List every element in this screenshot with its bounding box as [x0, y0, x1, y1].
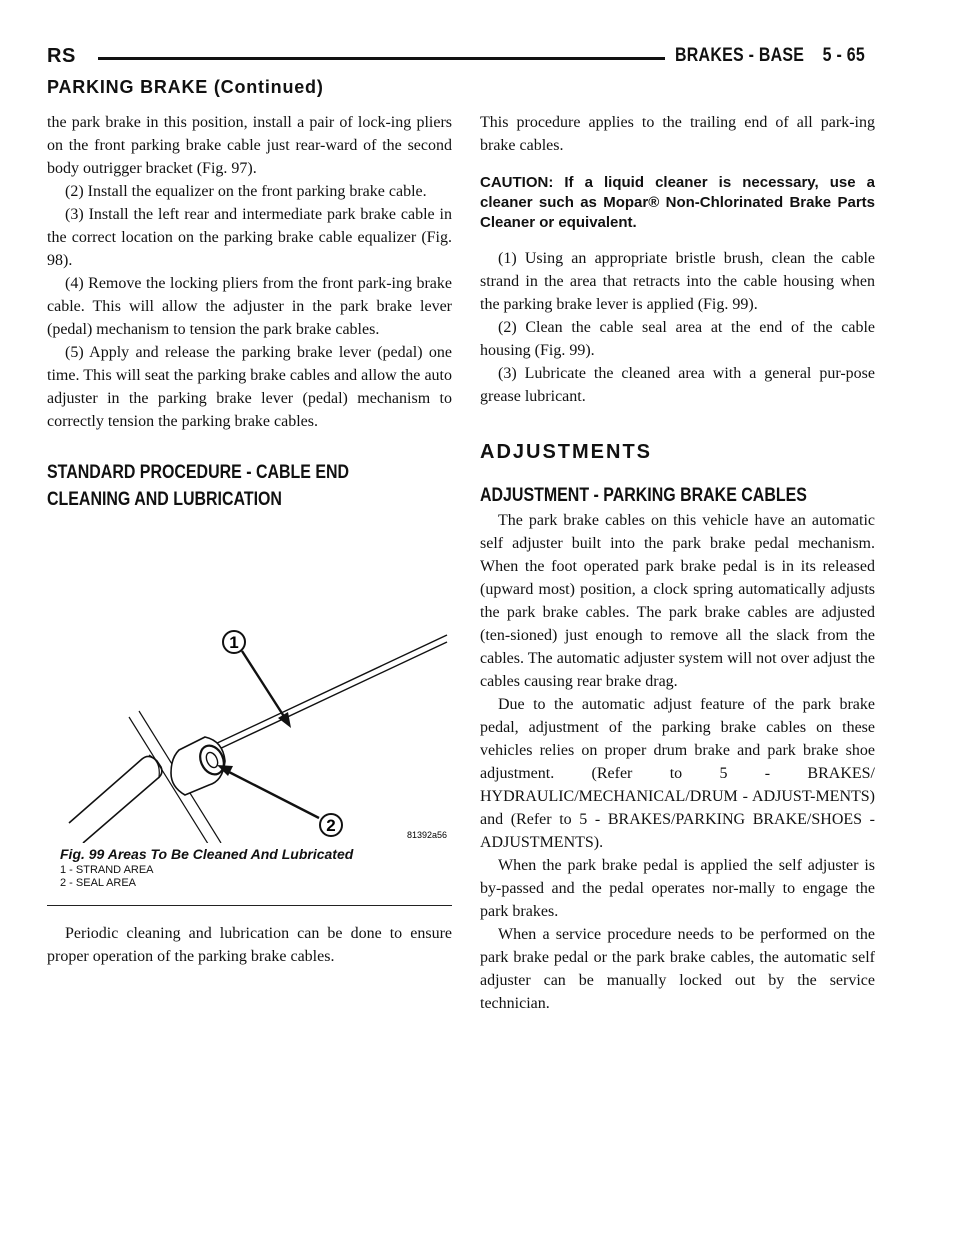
callout-1-label: 1	[229, 633, 239, 652]
legend-item: 2 - SEAL AREA	[60, 877, 137, 889]
step-1: (1) Using an appropriate bristle brush, clean the cable strand in the area that retracts into the cable housing when the parking brake lever is applied (Fig. 99).	[480, 250, 875, 313]
figure-legend	[60, 864, 154, 890]
subsection-heading: ADJUSTMENT - PARKING BRAKE CABLES	[480, 485, 807, 506]
paragraph: Due to the automatic adjust feature of the park brake pedal, adjustment of the parking brake cables on these vehicles relies on proper drum brake and park brake shoe adjustment. (Refer to 5 - BRAKES/ HYDRAULIC/MECHANICAL/DRUM - ADJUST-MENTS) and (Refer to 5 - BRAKES/PARKING BRAKE/SHOES - ADJUSTMENTS).	[480, 696, 875, 851]
legend-item: 1 - STRAND AREA	[60, 864, 154, 876]
body-rail	[69, 756, 162, 843]
caution-note: CAUTION: If a liquid cleaner is necessary, use a cleaner such as Mopar® Non-Chlorinated Brake Parts Cleaner or equivalent.	[480, 174, 875, 231]
section-heading: ADJUSTMENTS	[480, 441, 653, 463]
paragraph: the park brake in this position, install a pair of lock-ing pliers on the front parking brake cable just rear-ward of the second body outrigger bracket (Fig. 97).	[47, 114, 452, 177]
paragraph: Periodic cleaning and lubrication can be done to ensure proper operation of the parking brake cables.	[47, 925, 452, 965]
step-4: (4) Remove the locking pliers from the front park-ing brake cable. This will allow the adjuster in the park brake lever (pedal) mechanism to tension the park brake cables.	[47, 275, 452, 338]
page-number: 5 - 65	[822, 45, 866, 66]
paragraph: The park brake cables on this vehicle have an automatic self adjuster built into the park brake pedal mechanism. When the foot operated park brake pedal is in its released (upward most) position, a clock spring automatically adjusts the park brake cables. The park brake cables are adjusted (ten-sioned) just enough to remove all the slack from the cables. The automatic adjuster system will not over adjust the cables causing rear brake drag.	[480, 512, 875, 690]
procedure-heading-line-2: CLEANING AND LUBRICATION	[47, 489, 282, 510]
procedure-heading-line-1: STANDARD PROCEDURE - CABLE END	[47, 462, 350, 483]
left-column	[47, 111, 452, 968]
procedure-heading	[47, 459, 450, 513]
figure-caption: Fig. 99 Areas To Be Cleaned And Lubricated	[60, 846, 354, 862]
paragraph: When the park brake pedal is applied the self adjuster is by-passed and the pedal operates nor-mally to engage the park brakes.	[480, 857, 875, 920]
right-column	[480, 111, 875, 1015]
paragraph: When a service procedure needs to be performed on the park brake pedal or the park brake cables, the automatic self adjuster can be manually locked out by the service technician.	[480, 926, 875, 1012]
paragraph: This procedure applies to the trailing end of all park-ing brake cables.	[480, 114, 875, 154]
callout-2-label: 2	[326, 816, 336, 835]
figure-99	[47, 525, 452, 906]
cable-end-illustration	[47, 525, 452, 843]
art-id: 81392a56	[407, 830, 448, 840]
leader-line-1	[242, 651, 285, 718]
header-model-code: RS	[47, 45, 76, 67]
cable-strand	[213, 635, 447, 745]
header-rule	[98, 57, 665, 60]
header-section-title	[675, 45, 865, 67]
step-5: (5) Apply and release the parking brake lever (pedal) one time. This will seat the parking brake cables and allow the auto adjuster in the parking brake lever (pedal) mechanism to correctly tension the parking brake cables.	[47, 344, 452, 430]
header-section-name: BRAKES - BASE	[675, 45, 805, 66]
step-3: (3) Install the left rear and intermediate park brake cable in the correct location on the parking brake cable equalizer (Fig. 98).	[47, 206, 452, 269]
step-2: (2) Clean the cable seal area at the end of the cable housing (Fig. 99).	[480, 319, 875, 359]
running-subheader: PARKING BRAKE (Continued)	[47, 77, 324, 97]
step-3: (3) Lubricate the cleaned area with a general pur-pose grease lubricant.	[480, 365, 875, 405]
step-2: (2) Install the equalizer on the front parking brake cable.	[65, 183, 427, 200]
leader-line-2	[229, 772, 319, 818]
